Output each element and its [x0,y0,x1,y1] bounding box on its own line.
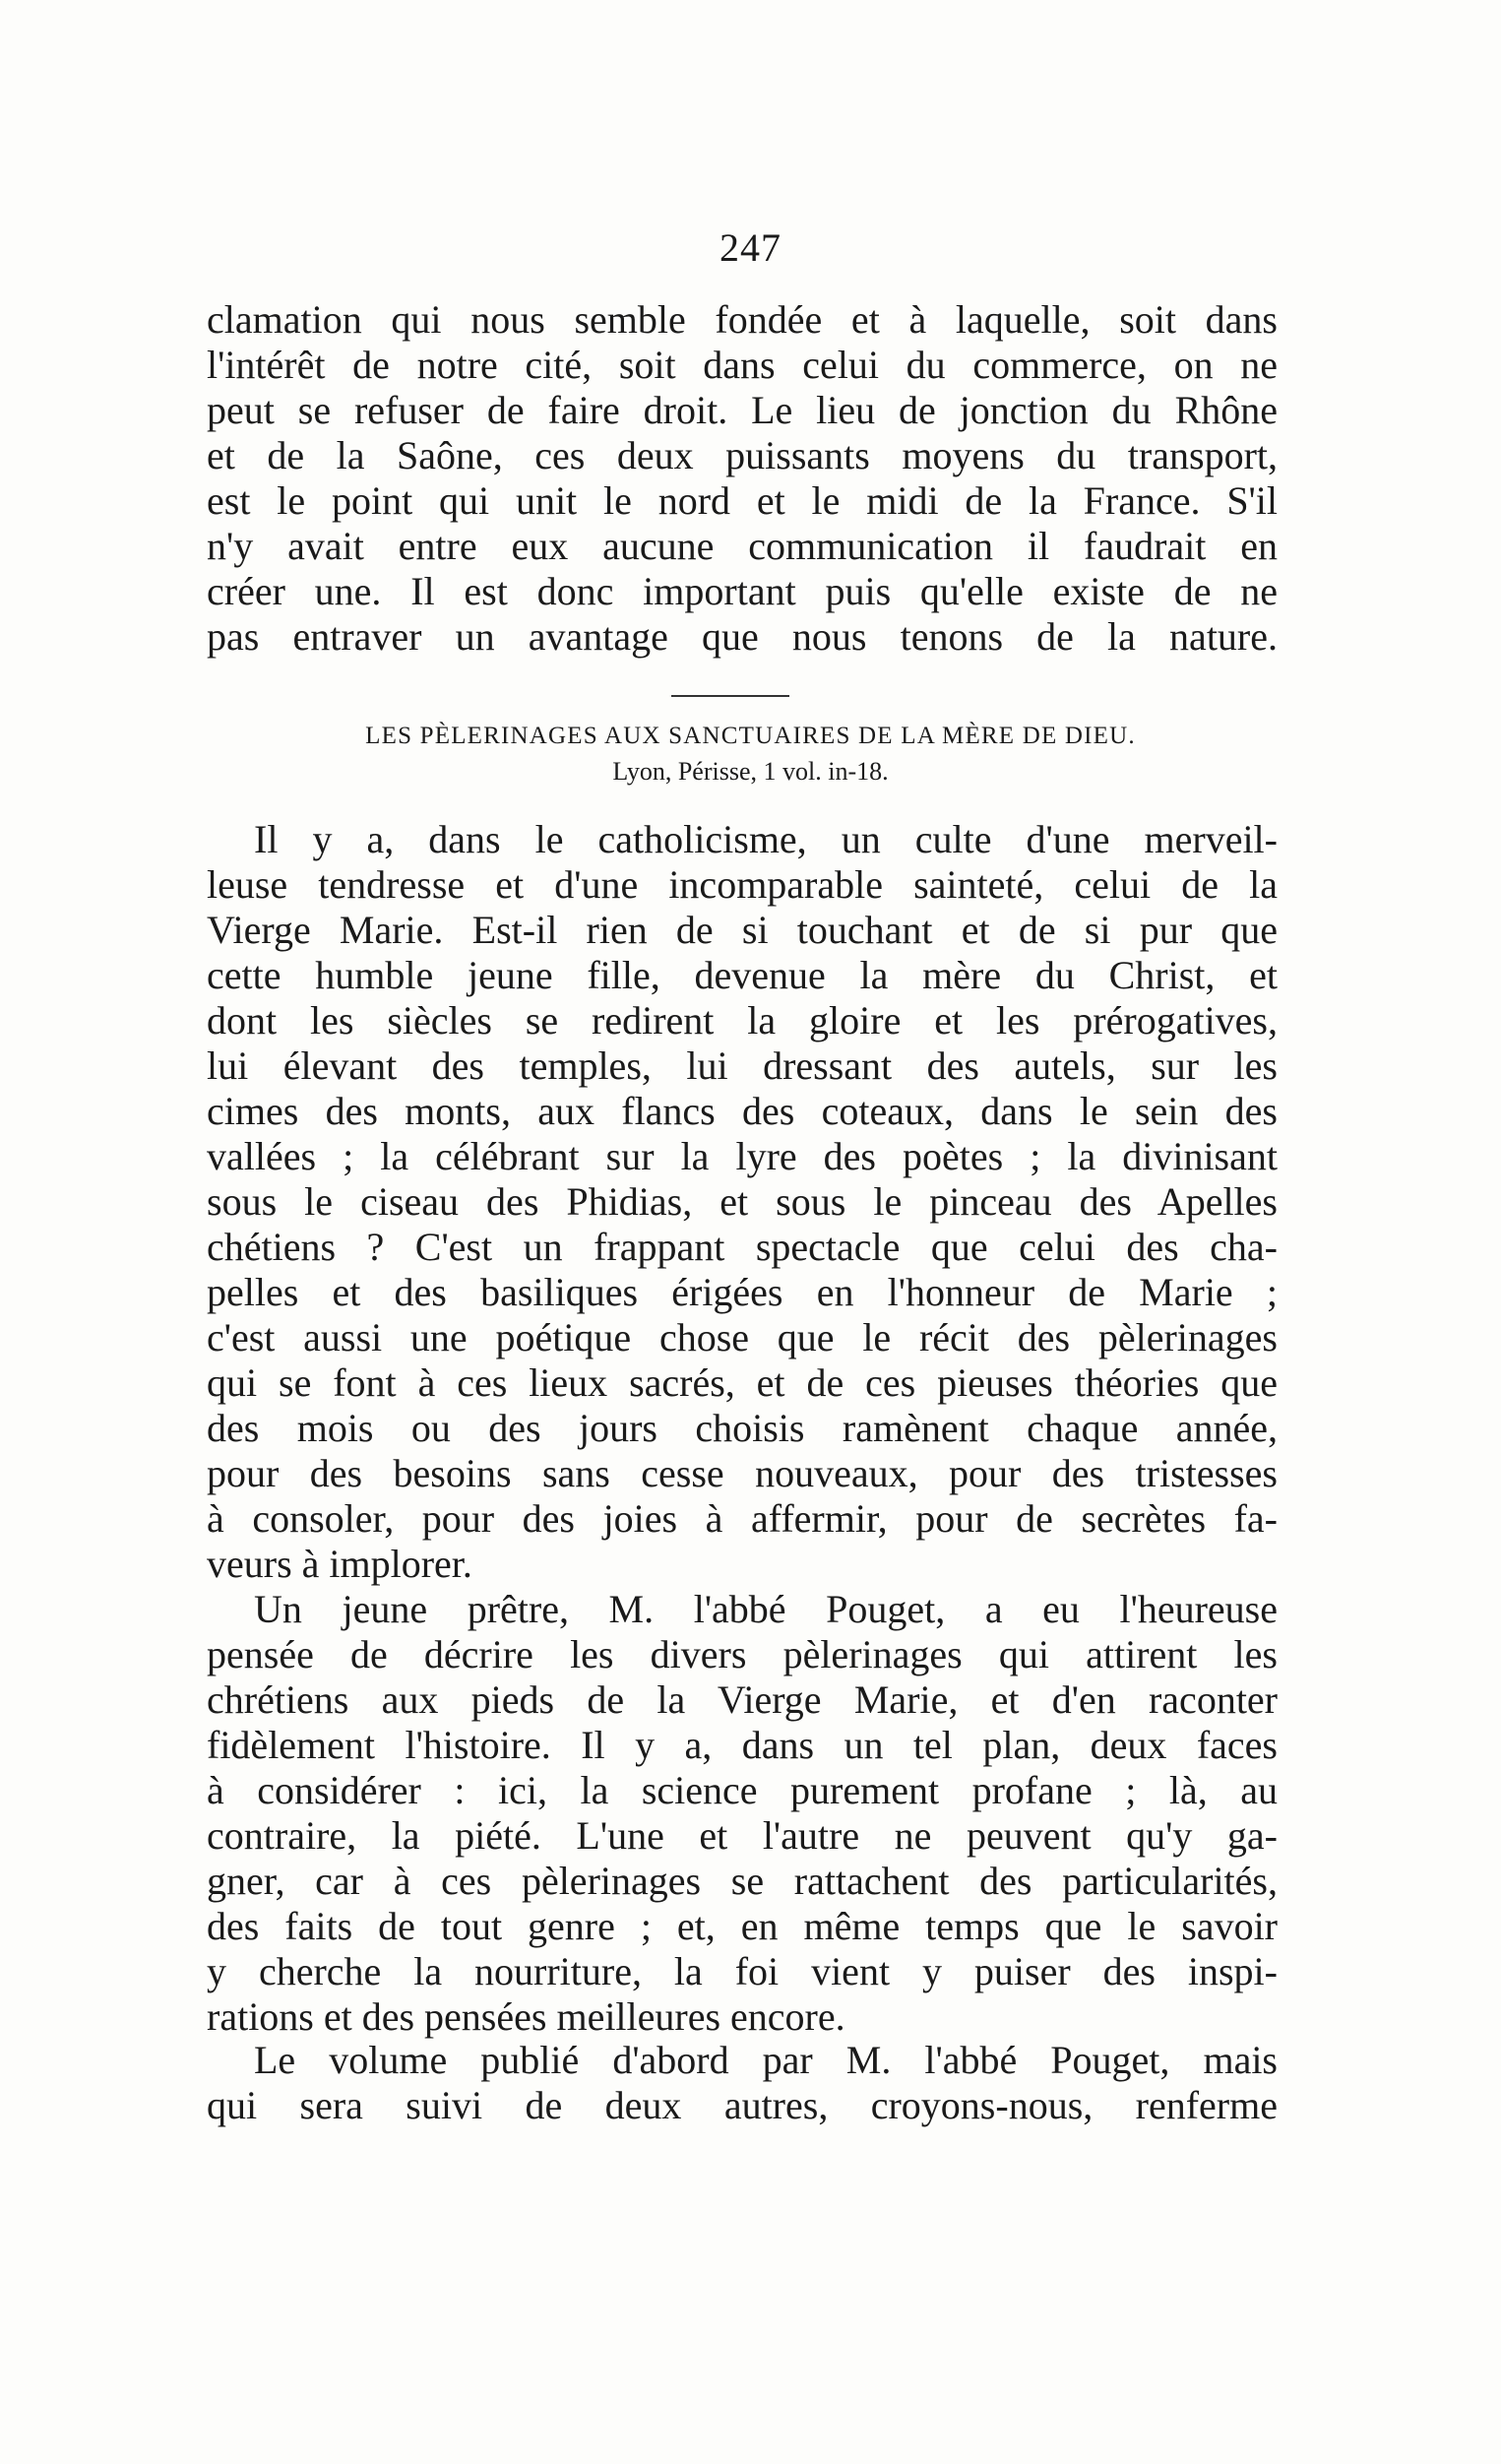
text-line: cette humble jeune fille, devenue la mère du Christ, et [207,953,1278,997]
text-line: dont les siècles se redirent la gloire et les prérogatives, [207,998,1278,1042]
text-line: Un jeune prêtre, M. l'abbé Pouget, a eu l'heureuse [254,1587,1278,1631]
text-line: sous le ciseau des Phidias, et sous le pinceau des Apelles [207,1179,1278,1224]
text-line: Vierge Marie. Est-il rien de si touchant et de si pur que [207,908,1278,952]
text-line: y cherche la nourriture, la foi vient y puiser des inspi- [207,1949,1278,1993]
text-line: Il y a, dans le catholicisme, un culte d'une merveil- [254,817,1278,861]
text-line: vallées ; la célébrant sur la lyre des poètes ; la divinisant [207,1134,1278,1178]
text-line: contraire, la piété. L'une et l'autre ne peuvent qu'y ga- [207,1813,1278,1858]
article-title: LES PÈLERINAGES AUX SANCTUAIRES DE LA MÈRE DE DIEU. [365,723,1136,749]
text-line: clamation qui nous semble fondée et à laquelle, soit dans [207,297,1278,342]
text-line: qui sera suivi de deux autres, croyons-nous, renferme [207,2083,1278,2127]
text-line: chétiens ? C'est un frappant spectacle que celui des cha- [207,1225,1278,1269]
text-line: n'y avait entre eux aucune communication il faudrait en [207,524,1278,568]
text-line: Le volume publié d'abord par M. l'abbé Pouget, mais [254,2038,1278,2082]
article-publication: Lyon, Périsse, 1 vol. in-18. [612,757,889,786]
intro-paragraph [207,297,1278,660]
text-line: leuse tendresse et d'une incomparable sainteté, celui de la [207,862,1278,907]
text-line: veurs à implorer. [207,1542,472,1586]
text-line: pas entraver un avantage que nous tenons de la nature. [207,614,1278,659]
paragraph-1 [207,817,1278,1587]
text-line: chrétiens aux pieds de la Vierge Marie, et d'en raconter [207,1677,1278,1722]
text-line: créer une. Il est donc important puis qu'elle existe de ne [207,569,1278,613]
text-line: l'intérêt de notre cité, soit dans celui du commerce, on ne [207,343,1278,387]
section-divider [671,695,789,697]
text-line: cimes des monts, aux flancs des coteaux, dans le sein des [207,1089,1278,1133]
text-line: gner, car à ces pèlerinages se rattachent des particularités, [207,1859,1278,1903]
text-line: pour des besoins sans cesse nouveaux, pour des tristesses [207,1451,1278,1495]
text-line: à considérer : ici, la science purement profane ; là, au [207,1768,1278,1812]
text-line: c'est aussi une poétique chose que le récit des pèlerinages [207,1315,1278,1359]
paragraph-2 [207,1587,1278,2040]
text-line: fidèlement l'histoire. Il y a, dans un tel plan, deux faces [207,1723,1278,1767]
text-line: peut se refuser de faire droit. Le lieu de jonction du Rhône [207,388,1278,432]
text-line: des faits de tout genre ; et, en même temps que le savoir [207,1904,1278,1948]
text-line: pelles et des basiliques érigées en l'honneur de Marie ; [207,1270,1278,1314]
text-line: à consoler, pour des joies à affermir, pour de secrètes fa- [207,1496,1278,1541]
text-line: et de la Saône, ces deux puissants moyens du transport, [207,433,1278,477]
text-line: rations et des pensées meilleures encore. [207,1994,845,2039]
text-line: est le point qui unit le nord et le midi de la France. S'il [207,478,1278,523]
text-line: lui élevant des temples, lui dressant des autels, sur les [207,1043,1278,1088]
text-line: qui se font à ces lieux sacrés, et de ces pieuses théories que [207,1360,1278,1405]
page-number: 247 [719,225,782,270]
text-line: pensée de décrire les divers pèlerinages qui attirent les [207,1632,1278,1676]
text-line: des mois ou des jours choisis ramènent chaque année, [207,1406,1278,1450]
paragraph-3 [207,2038,1278,2128]
